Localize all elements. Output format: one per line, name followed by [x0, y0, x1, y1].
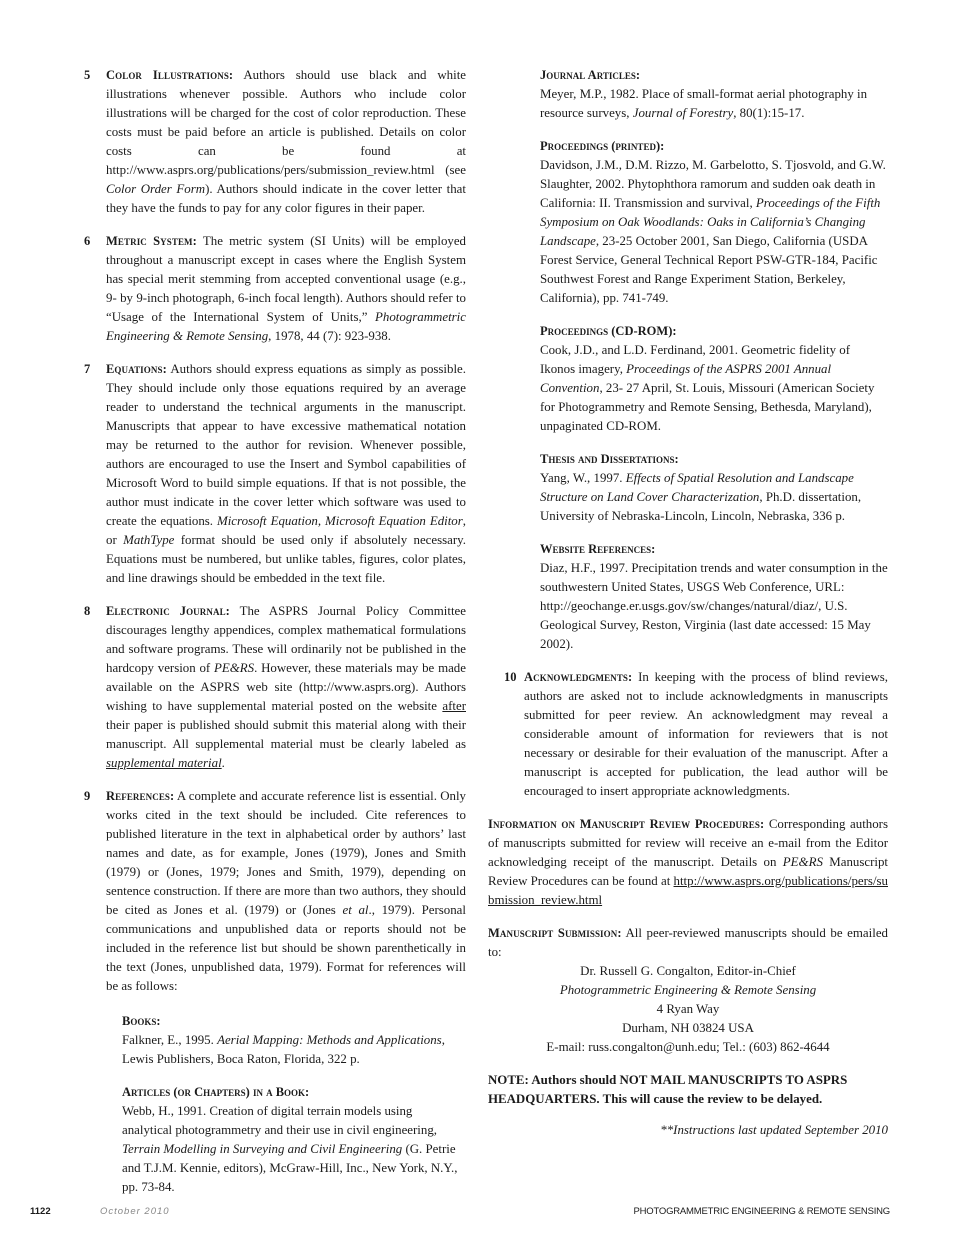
ref-books [122, 1012, 462, 1069]
ref-heading: Thesis and Dissertations: [540, 452, 679, 466]
right-column [488, 66, 888, 1138]
item-electronic-journal [84, 602, 466, 773]
item-heading: Metric System: [106, 234, 197, 248]
ref-chapters [122, 1083, 462, 1197]
manuscript-submission: Manuscript Submission: All peer-reviewed manuscripts should be emailed to: [488, 926, 888, 959]
item-color-illustrations [84, 66, 466, 218]
ref-text: Cook, J.D., and L.D. Ferdinand, 2001. Geometric fidelity of Ikonos imagery, Proceedings of the ASPRS 2001 Annual Convention, 23- 27 April, St. Louis, Missouri (American Society for Photogrammetry and Remote Sensing, Bethesda, Maryland), unpaginated CD-ROM. [540, 343, 875, 433]
ref-text: Falkner, E., 1995. Aerial Mapping: Methods and Applications, Lewis Publishers, Boca Raton, Florida, 322 p. [122, 1033, 445, 1066]
item-body: Electronic Journal: The ASPRS Journal Policy Committee discourages lengthy appendices, complex mathematical formulations and software programs. These will ordinarily not be published in the hardcopy version of PE&RS. However, these materials may be made available on the ASPRS web site (http://www.asprs.org). Authors wishing to have supplemental material posted on the website after their paper is published should submit this material along with their manuscript. All supplemental material must be clearly labeled as supplemental material. [106, 604, 466, 770]
item-metric-system [84, 232, 466, 346]
item-number: 9 [84, 789, 91, 803]
item-acknowledgments [504, 668, 888, 801]
ref-proceedings-cdrom [540, 322, 888, 436]
contact-info: E-mail: russ.congalton@unh.edu; Tel.: (603) 862-4644 [546, 1040, 830, 1054]
ref-proceedings-printed [540, 137, 888, 308]
journal-name: Photogrammetric Engineering & Remote Sensing [559, 983, 817, 997]
editor-name: Dr. Russell G. Congalton, Editor-in-Chief [580, 964, 796, 978]
issue-date: October 2010 [100, 1206, 170, 1217]
item-number: 5 [84, 68, 91, 82]
ref-text: Diaz, H.F., 1997. Precipitation trends and water consumption in the southwestern United States, USGS Web Conference, URL: http://geochange.er.usgs.gov/sw/changes/natural/diaz/, U.S. Geological Survey, Reston, Virginia (last date accessed: 15 May 2002). [540, 561, 888, 651]
city-address: Durham, NH 03824 USA [622, 1021, 754, 1035]
section-heading: Manuscript Submission: [488, 926, 622, 940]
item-heading: Equations: [106, 362, 167, 376]
ref-journal [540, 66, 888, 123]
editor-address [488, 962, 888, 1057]
item-body: Metric System: The metric system (SI Units) will be employed throughout a manuscript except in cases where the English System has special merit stemming from accepted conventional usage (e.g., 9- by 9-inch photograph, 6-inch focal length). Authors should refer to “Usage of the International System of Units,” Photogrammetric Engineering & Remote Sensing, 1978, 44 (7): 923-938. [106, 234, 467, 343]
ref-heading: Proceedings (CD-ROM): [540, 324, 677, 338]
page-footer [30, 1206, 890, 1220]
ref-heading: Journal Articles: [540, 68, 641, 82]
item-number: 10 [504, 670, 517, 684]
item-body: References: A complete and accurate reference list is essential. Only works cited in the text should be included. Cite references to published literature in the text in alphabetical order by authors’ last names and date, as for example, Jones (1979), Jones and Smith (1979) or (Jones, 1979; Jones and Smith, 1979), depending on sentence construction. If there are more than two authors, they should be cited as Jones et al. (1979) or (Jones et al., 1979). Personal communications and unpublished data or reports should not be included in the reference list but should be shown parenthetically in the text (Jones, unpublished data, 1979). Format for references will be as follows: [106, 789, 466, 993]
ref-heading: Website References: [540, 542, 656, 556]
ref-text: Webb, H., 1991. Creation of digital terrain models using analytical photogrammetry and their use in civil engineering, Terrain Modelling in Surveying and Civil Engineering (G. Petrie and T.J.M. Kennie, editors), McGraw-Hill, Inc., New York, N.Y., pp. 73-84. [122, 1104, 458, 1194]
ref-text: Yang, W., 1997. Effects of Spatial Resolution and Landscape Structure on Land Cover Characterization, Ph.D. dissertation, University of Nebraska-Lincoln, Lincoln, Nebraska, 336 p. [540, 471, 862, 523]
item-body: Color Illustrations: Authors should use black and white illustrations whenever possible. Authors who include color illustrations will be charged for the cost of color reproduction. These costs must be paid before an article is published. Details on color costs can be found at http://www.asprs.org/publications/pers/submission_review.html (see Color Order Form). Authors should indicate in the cover letter that they have the funds to pay for any color figures in their paper. [106, 68, 467, 215]
item-heading: Acknowledgments: [524, 670, 633, 684]
left-column [84, 66, 466, 1197]
ref-website [540, 540, 888, 654]
item-references [84, 787, 466, 996]
item-number: 7 [84, 362, 91, 376]
item-number: 8 [84, 604, 91, 618]
page-number: 1122 [30, 1206, 51, 1217]
ref-heading: Articles (or Chapters) in a Book: [122, 1085, 310, 1099]
review-procedures: Information on Manuscript Review Procedures: Corresponding authors of manuscripts submitted for review will receive an e-mail from the Editor acknowledging receipt of the manuscript. Details on PE&RS Manuscript Review Procedures can be found at http://www.asprs.org/publications/pers/submission_review.html [488, 817, 888, 907]
ref-text: Davidson, J.M., D.M. Rizzo, M. Garbelotto, S. Tjosvold, and G.W. Slaughter, 2002. Phytophthora ramorum and sudden oak death in California: II. Transmission and survival, Proceedings of the Fifth Symposium on Oak Woodlands: Oaks in California’s Changing Landscape, 23-25 October 2001, San Diego, California (USDA Forest Service, General Technical Report PSW-GTR-184, Pacific Southwest Forest and Range Experiment Station, Berkeley, California), pp. 741-749. [540, 158, 886, 305]
item-heading: References: [106, 789, 175, 803]
section-heading: Information on Manuscript Review Procedures: [488, 817, 765, 831]
ref-thesis [540, 450, 888, 526]
mail-note: NOTE: Authors should NOT MAIL MANUSCRIPTS TO ASPRS HEADQUARTERS. This will cause the review to be delayed. [488, 1073, 848, 1106]
ref-text: Meyer, M.P., 1982. Place of small-format aerial photography in resource surveys, Journal of Forestry, 80(1):15-17. [540, 87, 868, 120]
street-address: 4 Ryan Way [656, 1002, 720, 1016]
item-body: Equations: Authors should express equations as simply as possible. They should include only those equations required by an average reader to understand the technical arguments in the manuscript. Manuscripts that appear to have excessive mathematical notation may be returned to the author for revision. Whenever possible, authors are encouraged to use the Insert and Symbol capabilities of Microsoft Word to build simple equations. If that is not possible, the author must indicate in the cover letter which software was used to create the equations. Microsoft Equation, Microsoft Equation Editor, or MathType format should be used only if absolutely necessary. Equations must be numbered, but unlike tables, figures, color plates, and line drawings should be embedded in the text file. [106, 362, 466, 585]
item-heading: Color Illustrations: [106, 68, 234, 82]
last-updated: **Instructions last updated September 2010 [660, 1123, 888, 1137]
journal-title: PHOTOGRAMMETRIC ENGINEERING & REMOTE SENSING [633, 1206, 890, 1217]
ref-heading: Books: [122, 1014, 161, 1028]
item-equations [84, 360, 466, 588]
ref-heading: Proceedings (printed): [540, 139, 665, 153]
item-body: Acknowledgments: In keeping with the process of blind reviews, authors are asked not to include acknowledgments in manuscripts submitted for peer review. An acknowledgment may reveal a considerable amount of information for reviewers that is not necessary or desirable for their evaluation of the manuscript. After a manuscript is accepted for publication, the lead author will be encouraged to insert appropriate acknowledgments. [524, 670, 888, 798]
item-heading: Electronic Journal: [106, 604, 230, 618]
item-number: 6 [84, 234, 91, 248]
review-link[interactable]: http://www.asprs.org/publications/pers/submission_review.html [488, 874, 888, 907]
